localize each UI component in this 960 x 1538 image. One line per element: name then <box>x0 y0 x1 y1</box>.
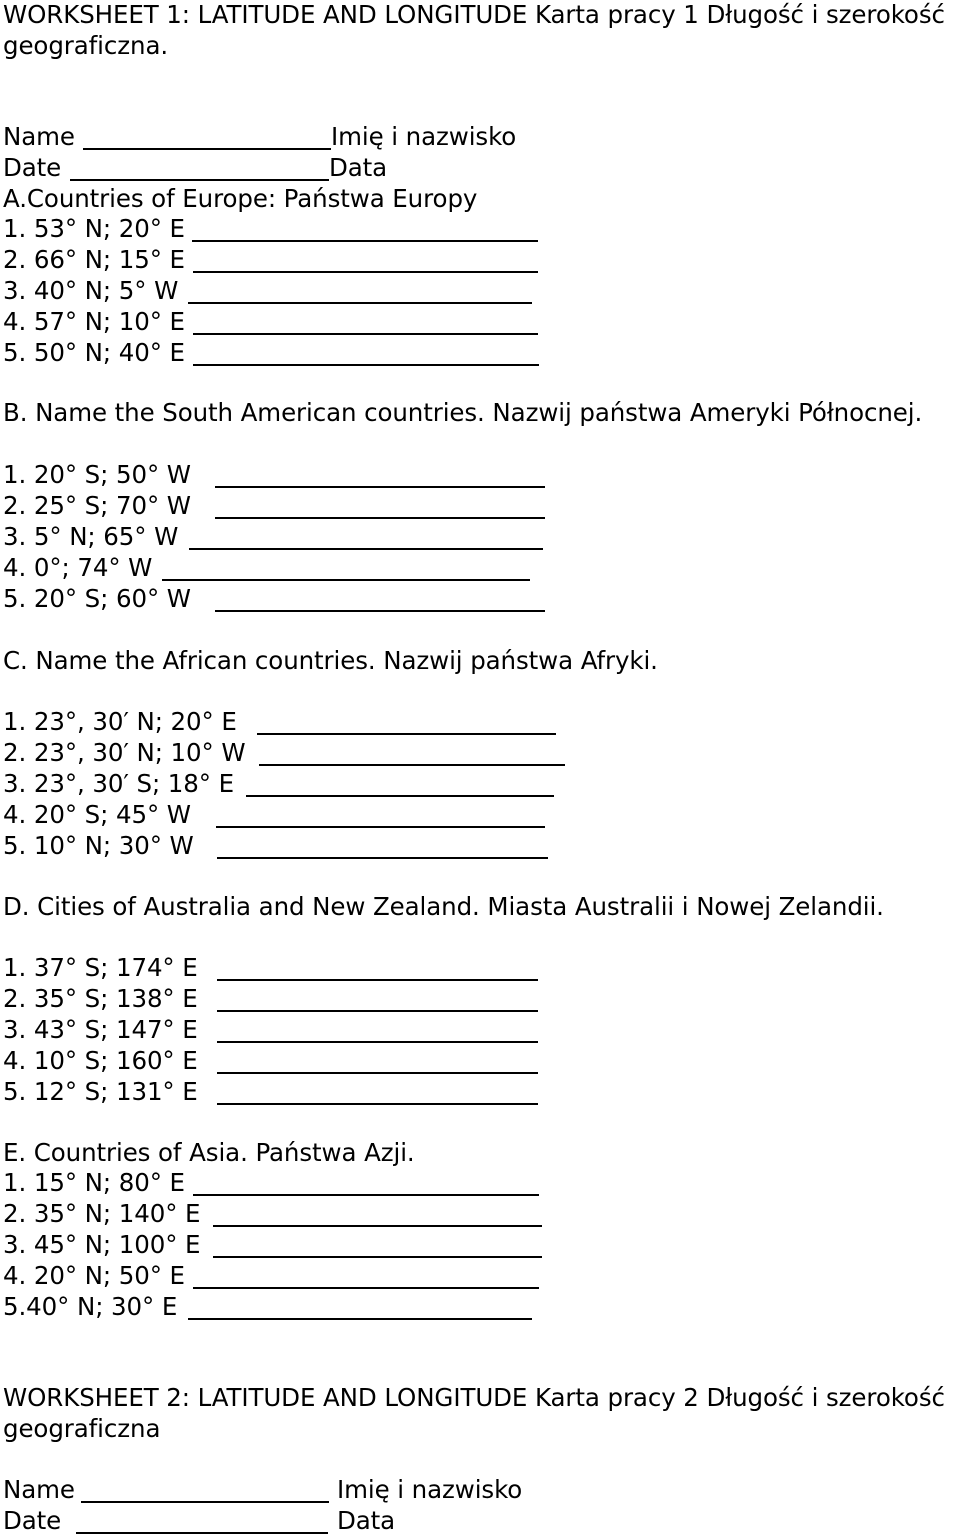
answer-blank[interactable] <box>217 1041 538 1043</box>
list-item: 3. 23°, 30′ S; 18° E <box>3 769 234 798</box>
list-item: 5. 12° S; 131° E <box>3 1077 198 1106</box>
worksheet1-name-label: Name <box>3 122 75 151</box>
worksheet2-date-label: Date <box>3 1506 62 1535</box>
list-item: 4. 57° N; 10° E <box>3 307 185 336</box>
answer-blank[interactable] <box>246 795 554 797</box>
answer-blank[interactable] <box>215 610 545 612</box>
list-item: 4. 0°; 74° W <box>3 553 153 582</box>
answer-blank[interactable] <box>162 579 530 581</box>
list-item: 5. 50° N; 40° E <box>3 338 185 367</box>
list-item: 1. 23°, 30′ N; 20° E <box>3 707 237 736</box>
section-c-heading: C. Name the African countries. Nazwij państwa Afryki. <box>3 646 658 675</box>
list-item: 3. 40° N; 5° W <box>3 276 179 305</box>
answer-blank[interactable] <box>217 1010 538 1012</box>
worksheet2-name-blank[interactable] <box>81 1501 329 1503</box>
list-item: 3. 5° N; 65° W <box>3 522 179 551</box>
section-b-heading: B. Name the South American countries. Nazwij państwa Ameryki Północnej. <box>3 398 923 427</box>
list-item: 4. 20° N; 50° E <box>3 1261 185 1290</box>
answer-blank[interactable] <box>213 1256 542 1258</box>
worksheet2-date-label-pl: Data <box>337 1506 396 1535</box>
answer-blank[interactable] <box>193 364 539 366</box>
list-item: 4. 20° S; 45° W <box>3 800 191 829</box>
answer-blank[interactable] <box>188 1318 532 1320</box>
list-item: 2. 66° N; 15° E <box>3 245 185 274</box>
section-a-heading: A.Countries of Europe: Państwa Europy <box>3 184 478 213</box>
answer-blank[interactable] <box>259 764 565 766</box>
answer-blank[interactable] <box>193 333 538 335</box>
answer-blank[interactable] <box>193 1194 539 1196</box>
list-item: 5.40° N; 30° E <box>3 1292 178 1321</box>
answer-blank[interactable] <box>188 302 532 304</box>
worksheet2-title-line2: geograficzna <box>3 1414 161 1443</box>
answer-blank[interactable] <box>192 240 538 242</box>
answer-blank[interactable] <box>189 548 543 550</box>
list-item: 5. 10° N; 30° W <box>3 831 194 860</box>
answer-blank[interactable] <box>217 979 538 981</box>
answer-blank[interactable] <box>213 1225 542 1227</box>
list-item: 5. 20° S; 60° W <box>3 584 191 613</box>
worksheet1-name-blank[interactable] <box>83 148 331 150</box>
answer-blank[interactable] <box>215 517 545 519</box>
answer-blank[interactable] <box>257 733 556 735</box>
section-e-heading: E. Countries of Asia. Państwa Azji. <box>3 1138 415 1167</box>
list-item: 3. 43° S; 147° E <box>3 1015 198 1044</box>
worksheet1-date-blank[interactable] <box>70 179 329 181</box>
section-d-heading: D. Cities of Australia and New Zealand. Miasta Australii i Nowej Zelandii. <box>3 892 884 921</box>
answer-blank[interactable] <box>217 1072 538 1074</box>
answer-blank[interactable] <box>217 857 548 859</box>
list-item: 1. 20° S; 50° W <box>3 460 191 489</box>
worksheet1-name-label-pl: Imię i nazwisko <box>331 122 517 151</box>
answer-blank[interactable] <box>216 826 545 828</box>
list-item: 1. 37° S; 174° E <box>3 953 198 982</box>
list-item: 2. 35° N; 140° E <box>3 1199 201 1228</box>
list-item: 1. 53° N; 20° E <box>3 214 185 243</box>
list-item: 1. 15° N; 80° E <box>3 1168 185 1197</box>
answer-blank[interactable] <box>193 1287 539 1289</box>
worksheet2-title-line1: WORKSHEET 2: LATITUDE AND LONGITUDE Karta pracy 2 Długość i szerokość <box>3 1383 945 1412</box>
list-item: 3. 45° N; 100° E <box>3 1230 201 1259</box>
worksheet1-title-line1: WORKSHEET 1: LATITUDE AND LONGITUDE Karta pracy 1 Długość i szerokość <box>3 0 945 29</box>
worksheet2-name-label: Name <box>3 1475 75 1504</box>
worksheet1-date-label: Date <box>3 153 62 182</box>
answer-blank[interactable] <box>193 271 538 273</box>
list-item: 4. 10° S; 160° E <box>3 1046 198 1075</box>
answer-blank[interactable] <box>215 486 545 488</box>
worksheet2-name-label-pl: Imię i nazwisko <box>337 1475 523 1504</box>
worksheet1-date-label-pl: Data <box>329 153 388 182</box>
list-item: 2. 25° S; 70° W <box>3 491 191 520</box>
list-item: 2. 23°, 30′ N; 10° W <box>3 738 246 767</box>
answer-blank[interactable] <box>217 1103 538 1105</box>
worksheet2-date-blank[interactable] <box>76 1532 328 1534</box>
worksheet1-title-line2: geograficzna. <box>3 31 169 60</box>
list-item: 2. 35° S; 138° E <box>3 984 198 1013</box>
